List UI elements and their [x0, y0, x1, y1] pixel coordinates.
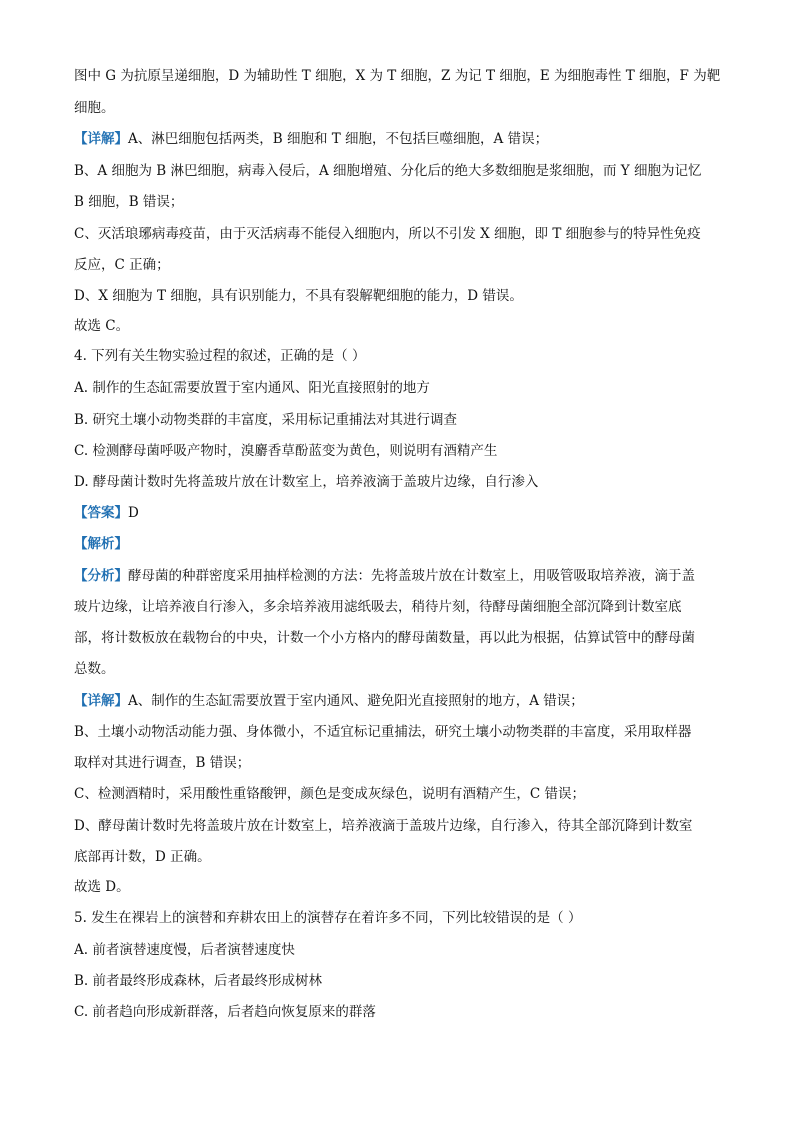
answer-value: D [128, 505, 139, 521]
q4-detail-line: 底部再计数，D 正确。 [74, 849, 211, 865]
q5-stem: 5. 发生在裸岩上的演替和弃耕农田上的演替存在着许多不同，下列比较错误的是（ ） [74, 910, 582, 926]
detail-text: A、制作的生态缸需要放置于室内通风、避免阳光直接照射的地方，A 错误； [128, 693, 584, 709]
q3-explanation-line: 细胞。 [74, 100, 115, 116]
q4-option-d: D. 酵母菌计数时先将盖玻片放在计数室上，培养液滴于盖玻片边缘，自行渗入 [74, 474, 539, 490]
q3-explanation-line: 图中 G 为抗原呈递细胞，D 为辅助性 T 细胞，X 为 T 细胞，Z 为记 T 细胞，E 为细胞毒性 T 细胞，F 为靶 [74, 68, 721, 84]
q3-detail-line [74, 129, 724, 149]
q3-detail-line: C、灭活琅琊病毒疫苗，由于灭活病毒不能侵入细胞内，所以不引发 X 细胞，即 T 细胞参与的特异性免疫 [74, 226, 701, 242]
q4-analysis-heading [74, 534, 724, 554]
q5-option-b: B. 前者最终形成森林，后者最终形成树林 [74, 973, 323, 989]
q4-detail-line: B、土壤小动物活动能力强、身体微小，不适宜标记重捕法，研究土壤小动物类群的丰富度，采用取样器 [74, 724, 692, 740]
q3-detail-line: D、X 细胞为 T 细胞，具有识别能力，不具有裂解靶细胞的能力，D 错误。 [74, 288, 523, 304]
q4-detail-line: C、检测酒精时，采用酸性重铬酸钾，颜色是变成灰绿色，说明有酒精产生，C 错误； [74, 786, 585, 802]
q3-detail-line: B、A 细胞为 B 淋巴细胞，病毒入侵后，A 细胞增殖、分化后的绝大多数细胞是浆细胞，而 Y 细胞为记忆 [74, 163, 702, 179]
q3-detail-line: B 细胞，B 错误； [74, 194, 184, 210]
q5-option-c: C. 前者趋向形成新群落，后者趋向恢复原来的群落 [74, 1004, 376, 1020]
q4-fenxi-line: 总数。 [74, 661, 115, 677]
q4-stem: 4. 下列有关生物实验过程的叙述，正确的是（ ） [74, 348, 366, 364]
q4-conclusion: 故选 D。 [74, 879, 130, 895]
detail-text: A、淋巴细胞包括两类，B 细胞和 T 细胞，不包括巨噬细胞，A 错误； [128, 131, 549, 147]
q4-detail-line: D、酵母菌计数时先将盖玻片放在计数室上，培养液滴于盖玻片边缘，自行渗入，待其全部沉降到计数室 [74, 818, 693, 834]
q4-detail-line: 取样对其进行调查，B 错误； [74, 755, 251, 771]
q4-fenxi-line: 玻片边缘，让培养液自行渗入，多余培养液用滤纸吸去，稍待片刻，待酵母菌细胞全部沉降到计数室底 [74, 599, 682, 615]
detail-tag: 【详解】 [74, 131, 128, 147]
q4-answer [74, 503, 724, 523]
fenxi-text: 酵母菌的种群密度采用抽样检测的方法：先将盖玻片放在计数室上，用吸管吸取培养液，滴于盖 [128, 568, 695, 584]
q4-detail-line [74, 691, 724, 711]
fenxi-tag: 【分析】 [74, 568, 128, 584]
q3-detail-line: 反应，C 正确； [74, 257, 170, 273]
q4-fenxi-line: 部，将计数板放在载物台的中央，计数一个小方格内的酵母菌数量，再以此为根据，估算试管中的酵母菌 [74, 630, 695, 646]
q4-fenxi-line [74, 566, 724, 586]
q4-option-a: A. 制作的生态缸需要放置于室内通风、阳光直接照射的地方 [74, 380, 430, 396]
analysis-tag: 【解析】 [74, 536, 128, 552]
answer-tag: 【答案】 [74, 505, 128, 521]
detail-tag: 【详解】 [74, 693, 128, 709]
q4-option-c: C. 检测酵母菌呼吸产物时，溴麝香草酚蓝变为黄色，则说明有酒精产生 [74, 443, 498, 459]
q3-conclusion: 故选 C。 [74, 318, 130, 334]
q4-option-b: B. 研究土壤小动物类群的丰富度，采用标记重捕法对其进行调查 [74, 412, 458, 428]
q5-option-a: A. 前者演替速度慢，后者演替速度快 [74, 942, 295, 958]
